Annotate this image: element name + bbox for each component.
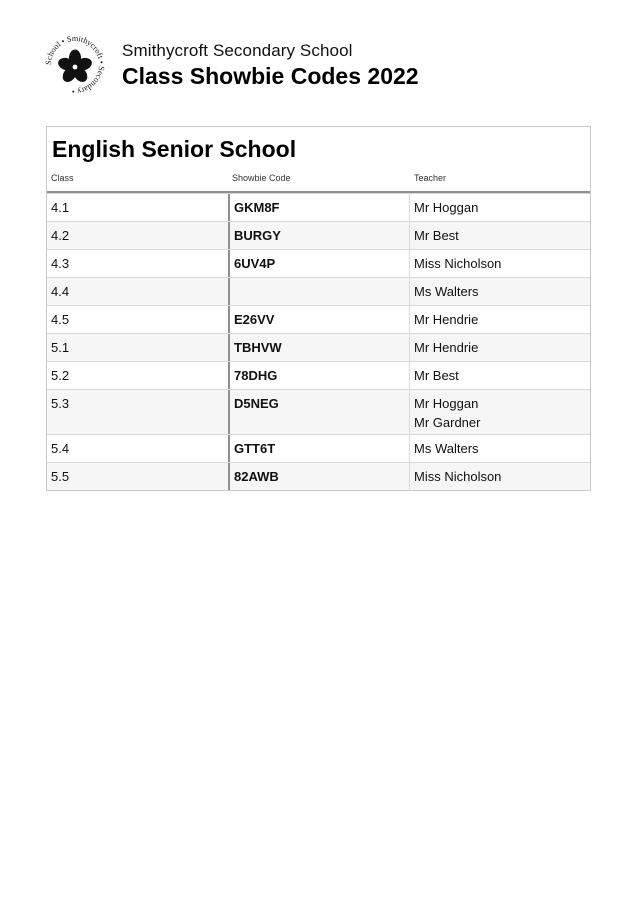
column-header-code: Showbie Code <box>232 173 291 183</box>
table-row <box>47 221 590 249</box>
code-cell: D5NEG <box>228 390 410 434</box>
teacher-cell <box>410 278 590 305</box>
school-logo-icon <box>44 34 106 96</box>
teacher-name: Ms Walters <box>414 284 479 299</box>
teacher-name: Miss Nicholson <box>414 469 502 484</box>
teacher-name: Mr Gardner <box>414 415 481 430</box>
teacher-name: Miss Nicholson <box>414 256 502 271</box>
class-cell: 4.2 <box>51 228 70 243</box>
code-cell <box>228 278 410 305</box>
table-row <box>47 361 590 389</box>
code-cell: GTT6T <box>228 435 410 462</box>
teacher-cell <box>410 390 590 434</box>
class-cell: 4.1 <box>51 200 70 215</box>
codes-table <box>46 126 591 491</box>
table-row <box>47 249 590 277</box>
table-row <box>47 389 590 434</box>
teacher-cell <box>410 194 590 221</box>
page-title: Class Showbie Codes 2022 <box>122 63 419 89</box>
class-cell: 4.5 <box>51 312 70 327</box>
teacher-name: Mr Hendrie <box>414 312 479 327</box>
code-cell: 78DHG <box>228 362 410 389</box>
page-header <box>40 34 600 104</box>
table-row <box>47 333 590 361</box>
teacher-cell <box>410 463 590 490</box>
code-cell: 6UV4P <box>228 250 410 277</box>
teacher-name: Mr Best <box>414 228 459 243</box>
teacher-name: Mr Hoggan <box>414 396 479 411</box>
section-title: English Senior School <box>52 136 297 162</box>
teacher-name: Ms Walters <box>414 441 479 456</box>
class-cell: 4.3 <box>51 256 70 271</box>
code-cell: BURGY <box>228 222 410 249</box>
logo-ring-text: School • Smithycroft • Secondary • <box>44 34 106 96</box>
class-cell: 5.2 <box>51 368 70 383</box>
teacher-name: Mr Best <box>414 368 459 383</box>
code-cell: E26VV <box>228 306 410 333</box>
teacher-name: Mr Hoggan <box>414 200 479 215</box>
table-row <box>47 305 590 333</box>
teacher-cell <box>410 306 590 333</box>
class-cell: 5.3 <box>51 396 70 411</box>
table-header-row <box>47 165 590 193</box>
column-header-class: Class <box>51 173 74 183</box>
code-cell: GKM8F <box>228 194 410 221</box>
table-row <box>47 193 590 221</box>
teacher-name: Mr Hendrie <box>414 340 479 355</box>
teacher-cell <box>410 334 590 361</box>
table-row <box>47 434 590 462</box>
teacher-cell <box>410 250 590 277</box>
class-cell: 4.4 <box>51 284 70 299</box>
school-name: Smithycroft Secondary School <box>122 41 353 60</box>
class-cell: 5.5 <box>51 469 70 484</box>
column-header-teacher: Teacher <box>414 173 447 183</box>
code-cell: TBHVW <box>228 334 410 361</box>
teacher-cell <box>410 362 590 389</box>
class-cell: 5.4 <box>51 441 70 456</box>
teacher-cell <box>410 435 590 462</box>
teacher-cell <box>410 222 590 249</box>
table-row <box>47 462 590 490</box>
class-cell: 5.1 <box>51 340 70 355</box>
code-cell: 82AWB <box>228 463 410 490</box>
table-row <box>47 277 590 305</box>
